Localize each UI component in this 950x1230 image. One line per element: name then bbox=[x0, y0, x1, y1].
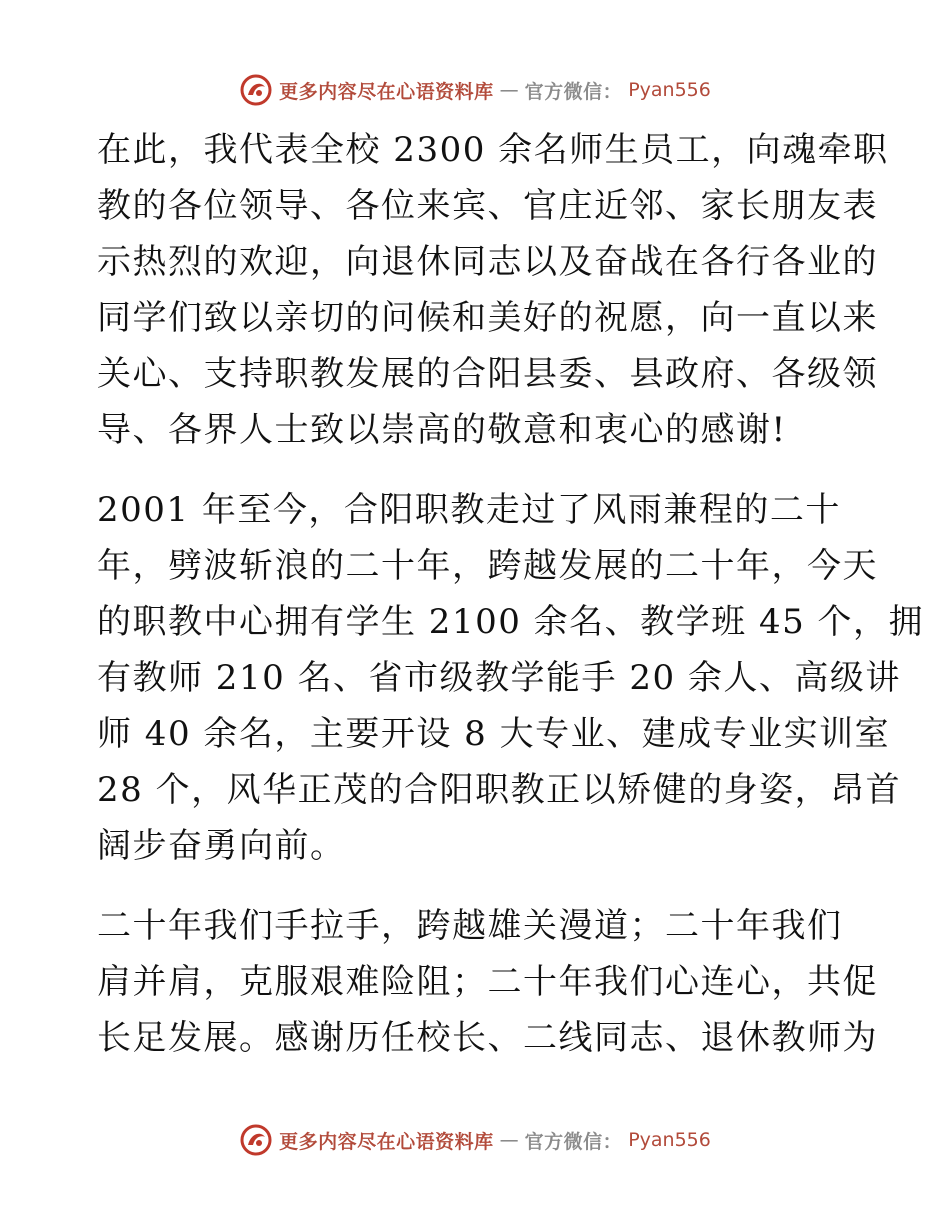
banner-separator: — bbox=[499, 1129, 519, 1151]
red-swirl-logo-icon bbox=[239, 73, 273, 107]
text-line: 长足发展。感谢历任校长、二线同志、退休教师为 bbox=[97, 1018, 878, 1058]
text-line: 阔步奋勇向前。 bbox=[97, 826, 346, 866]
text-line: 年，劈波斩浪的二十年，跨越发展的二十年，今天 bbox=[97, 546, 878, 586]
red-swirl-logo-icon bbox=[239, 1123, 273, 1157]
text-line: 示热烈的欢迎，向退休同志以及奋战在各行各业的 bbox=[97, 242, 878, 282]
text-line: 有教师 210 名、省市级教学能手 20 余人、高级讲 bbox=[97, 658, 901, 698]
document-body bbox=[97, 122, 925, 1066]
banner-main-text: 更多内容尽在心语资料库 bbox=[279, 80, 494, 103]
banner-main-text: 更多内容尽在心语资料库 bbox=[279, 1130, 494, 1153]
banner-account-id: Pyan556 bbox=[628, 1129, 711, 1151]
text-line: 28 个，风华正茂的合阳职教正以矫健的身姿，昂首 bbox=[97, 770, 902, 810]
banner-separator: — bbox=[499, 79, 519, 101]
text-line: 二十年我们手拉手，跨越雄关漫道；二十年我们 bbox=[97, 906, 843, 946]
text-line: 2001 年至今，合阳职教走过了风雨兼程的二十 bbox=[97, 490, 841, 530]
banner-account-id: Pyan556 bbox=[628, 79, 711, 101]
header-banner bbox=[0, 70, 950, 110]
banner-official-label: 官方微信： bbox=[524, 1130, 623, 1153]
text-line: 肩并肩，克服艰难险阻；二十年我们心连心，共促 bbox=[97, 962, 878, 1002]
text-line: 同学们致以亲切的问候和美好的祝愿，向一直以来 bbox=[97, 298, 878, 338]
text-line: 教的各位领导、各位来宾、官庄近邻、家长朋友表 bbox=[97, 186, 878, 226]
banner-official-label: 官方微信： bbox=[524, 80, 623, 103]
text-line: 关心、支持职教发展的合阳县委、县政府、各级领 bbox=[97, 354, 878, 394]
text-line: 在此，我代表全校 2300 余名师生员工，向魂牵职 bbox=[97, 130, 889, 170]
paragraph-1 bbox=[97, 122, 889, 458]
paragraph-2 bbox=[97, 482, 925, 874]
text-line: 师 40 余名，主要开设 8 大专业、建成专业实训室 bbox=[97, 714, 891, 754]
text-line: 导、各界人士致以崇高的敬意和衷心的感谢! bbox=[97, 410, 787, 450]
footer-banner bbox=[0, 1120, 950, 1160]
paragraph-3 bbox=[97, 898, 878, 1066]
text-line: 的职教中心拥有学生 2100 余名、教学班 45 个，拥 bbox=[97, 602, 925, 642]
